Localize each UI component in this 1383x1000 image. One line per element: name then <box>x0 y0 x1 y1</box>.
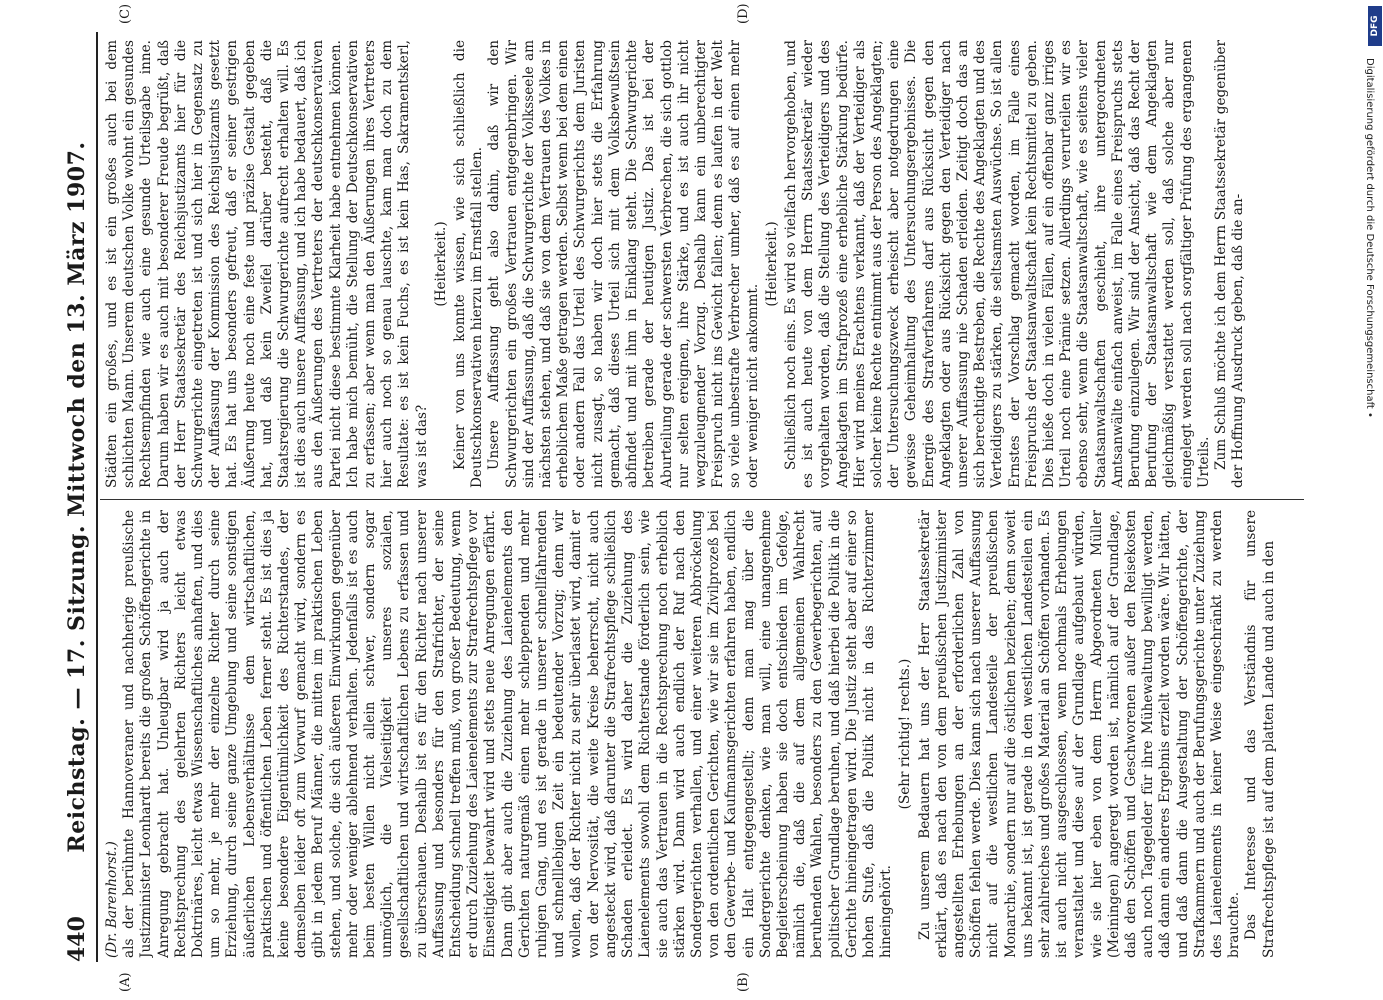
interjection: (Heiterkeit.) <box>763 221 780 307</box>
running-title: Reichstag. — 17. Sitzung. Mittwoch den 13. März 1907. <box>64 141 90 853</box>
digitization-sidebar <box>1364 6 1382 986</box>
margin-marker-c: (C) <box>118 3 133 24</box>
right-column <box>104 40 1304 488</box>
interjection: (Sehr richtig! rechts.) <box>897 658 914 810</box>
page-header <box>60 32 94 962</box>
header-rule <box>96 32 98 962</box>
paragraph: Zum Schluß möchte ich dem Herrn Staatssekretär gegenüber der Hoffnung Ausdruck geben, daß die an- <box>1213 40 1247 488</box>
paragraph: Städten ein großes, und es ist ein großes auch bei dem schlichten Mann. Unserem deutschen Volke wohnt ein gesundes Rechtsempfinden wie auch eine gesunde Urteilsgabe inne. Darum haben wir es auch mit besonderer Freude begrüßt, daß der Herr Staatssekretär des Reichsjustizamts hier für die Schwurgerichte eingetreten ist und sich hier in Gegensatz zu der Auffassung der Kommission des Reichsjustizamts gesetzt hat. Es hat uns besonders gefreut, daß er seiner gestrigen Äußerung heute noch eine feste und präzise Gestalt gegeben hat, und daß kein Zweifel darüber besteht, daß die Staatsregierung die Schwurgerichte aufrecht erhalten will. Es ist dies auch unsere Auffassung, und ich habe bedauert, daß ich aus den Äußerungen des Vertreters der deutschkonservativen Partei nicht diese bestimmte Klarheit habe entnehmen können. Ich habe mich bemüht, die Stellung der Deutschkonservativen zu erfassen; aber wenn man den Äußerungen ihres Vertreters hier auch noch so genau lauschte, kam man doch zu dem Resultate: es ist kein Fuchs, es ist kein Has, Sakramentskerl, was ist das? <box>104 40 430 488</box>
dfg-logo: DFG <box>1368 6 1382 46</box>
margin-marker-b: (B) <box>736 972 751 992</box>
funding-credit: Digitalisierung gefördert durch die Deutsche Forschungsgemeinschaft • <box>1364 58 1375 418</box>
paragraph: Keiner von uns konnte wissen, wie sich schließlich die Deutschkonservativen hierzu im Ernstfall stellen. <box>452 40 486 488</box>
paragraph: Das Interesse und das Verständnis für unsere Strafrechtspflege ist auf dem platten Lande und auch in den <box>1243 510 1277 958</box>
paragraph: Zu unserem Bedauern hat uns der Herr Staatssekretär erklärt, daß es nach den von dem preußischen Justizminister angestellten Erhebungen an der erforderlichen Zahl von Schöffen fehlen werde. Dies kann sich nach unserer Auffassung nicht auf die westlichen Landesteile der preußischen Monarchie, sondern nur auf die östlichen beziehen; denn soweit uns bekannt ist, ist gerade in den westlichen Landesteilen ein sehr zahlreiches und großes Material an Schöffen vorhanden. Es ist auch nicht ausgeschlossen, wenn nochmals Erhebungen veranstaltet und diese auf der Grundlage aufgebaut würden, wie sie hier eben von dem Herrn Abgeordneten Müller (Meiningen) angeregt worden ist, nämlich auf der Grundlage, daß den Schöffen und Geschworenen außer den Reisekosten auch noch Tagegelder für ihre Mühewaltung bewilligt werden, daß dann ein anderes Ergebnis erzielt worden wäre. Wir hätten, und daß dann die Ausgestaltung der Schöffengerichte, der Strafkammern und auch der Berufungsgerichte unter Zuziehung des Laienelements in keiner Weise eingeschränkt zu werden brauchte. <box>916 510 1243 958</box>
paragraph: Schließlich noch eins. Es wird so vielfach hervorgehoben, und es ist auch heute von dem Herrn Staatssekretär wieder vorgehalten worden, daß die Stellung des Verteidigers und des Angeklagten im Strafprozeß eine erhebliche Stärkung bedürfe. Hier wird meines Erachtens verkannt, daß der Verteidiger als solcher keine Rechte entnimmt aus der Person des Angeklagten; der Untersuchungszweck erheischt aber notgedrungen eine gewisse Geheimhaltung des Untersuchungsergebnisses. Die Energie des Strafverfahrens darf aus Rücksicht gegen den Angeklagten oder aus Rücksicht gegen den Verteidiger nach unserer Auffassung nie Schaden erleiden. Zeitigt doch das an sich berechtigte Bestreben, die Rechte des Angeklagten und des Verteidigers zu stärken, die seltsamsten Auswüchse. So ist allen Ernstes der Vorschlag gemacht worden, im Falle eines Freispruchs der Staatsanwaltschaft kein Rechtsmittel zu geben. Dies hieße doch in vielen Fällen, auf ein offenbar ganz irriges Urteil noch eine Prämie setzen. Allerdings verurteilen wir es ebenso sehr, wenn die Staatsanwaltschaft, wie es seitens vieler Staatsanwaltschaften geschieht, ihre untergeordneten Amtsanwälte einfach anweist, im Falle eines Freispruchs stets Berufung einzulegen. Wir sind der Ansicht, daß das Recht der Berufung der Staatsanwaltschaft wie dem Angeklagten gleichmäßig verstattet werden soll, daß solche aber nur eingelegt werden soll nach sorgfältiger Prüfung des ergangenen Urteils. <box>782 40 1212 488</box>
margin-marker-a: (A) <box>118 972 133 992</box>
page-number: 440 <box>64 916 90 962</box>
left-column <box>104 510 1304 958</box>
rotated-document-page <box>60 3 1320 992</box>
paragraph: als der berühmte Hannoveraner und nachherige preußische Justizminister Leonhardt bereits die großen Schöffengerichte in Anregung gebracht hat. Unleugbar wird ja auch der Rechtsprechung des gelehrten Richters leicht etwas Doktrinäres, leicht etwas Wissenschaftliches anhaften, und dies um so mehr, je mehr der einzelne Richter durch seine Erziehung, durch seine ganze Umgebung und seine sonstigen äußerlichen Lebensverhältnisse dem wirtschaftlichen, praktischen und öffentlichen Leben ferner steht. Es ist dies ja keine besondere Eigentümlichkeit des Richterstandes, der demselben leider oft zum Vorwurf gemacht wird, sondern es gibt in jedem Beruf Männer, die mitten im praktischen Leben stehen, und solche, die sich äußeren Einwirkungen gegenüber mehr oder weniger ablehnend verhalten. Jedenfalls ist es auch beim besten Willen nicht allein schwer, sondern sogar unmöglich, die Vielseitigkeit unseres sozialen, gesellschaftlichen und wirtschaftlichen Lebens zu erfassen und zu überschauen. Deshalb ist es für den Richter nach unserer Auffassung und besonders für den Strafrichter, der seine Entscheidung schnell treffen muß, von großer Bedeutung, wenn er durch Zuziehung des Laienelements zur Strafrechtspflege vor Einseitigkeit bewahrt wird und stets neue Anregungen erfährt. Dann gibt aber auch die Zuziehung des Laienelements den Gerichten naturgemäß einen mehr schleppenden und mehr ruhigen Gang, und es ist gerade in unserer schnellfahrenden und schnelllebigen Zeit ein bedeutender Vorzug; denn wir wollen, daß der Richter nicht zu sehr überlastet wird, damit er von der Nervosität, die weite Kreise beherrscht, nicht auch angesteckt wird, daß darunter die Strafrechtspflege schließlich Schaden erleidet. Es wird daher die Zuziehung des Laienelements sowohl dem Richterstande förderlich sein, wie sie auch das Vertrauen in die Rechtsprechung noch erheblich stärken wird. Dann wird auch endlich der Ruf nach den Sondergerichten verhallen, und einer weiteren Abbröckelung von den ordentlichen Gerichten, wie wir sie im Zivilprozeß bei den Gewerbe- und Kaufmannsgerichten erfahren haben, endlich ein Halt entgegengestellt; denn man mag über die Sondergerichte denken, wie man will, eine unangenehme Begleiterscheinung haben sie doch entschieden im Gefolge, nämlich die, daß die auf dem allgemeinen Wahlrecht beruhenden Wahlen, besonders zu den Gewerbegerichten, auf politischer Grundlage beruhen, und daß hierbei die Politik in die Gerichte hineingetragen wird. Die Justiz steht aber auf einer so hohen Stufe, daß die Politik nicht in das Richterzimmer hineingehört. <box>121 510 895 958</box>
margin-marker-d: (D) <box>736 3 751 24</box>
interjection: (Heiterkeit.) <box>432 221 449 307</box>
paragraph: Unsere Auffassung geht also dahin, daß wir den Schwurgerichten ein großes Vertrauen entgegenbringen. Wir sind der Auffassung, daß die Schwurgerichte der Volksseele am nächsten stehen, und daß sie von dem Vertrauen des Volkes in erheblichem Maße getragen werden. Selbst wenn bei dem einen oder andern Fall das Urteil des Schwurgerichts dem Juristen nicht zusagt, so haben wir doch hier stets die Erfahrung gemacht, daß dieses Urteil sich mit dem Volksbewußtsein abfindet und mit ihm in Einklang steht. Die Schwurgerichte betreiben gerade der heutigen Justiz. Das ist bei der Aburteilung gerade der schwersten Verbrechen, die sich gottlob nur selten ereignen, ihre Stärke, und es ist auch ihr nicht wegzuleugnender Vorzug. Deshalb kann ein unberechtigter Freispruch nicht ins Gewicht fallen; denn es laufen in der Welt so viele unbestrafte Verbrecher umher, daß es auf einen mehr oder weniger nicht ankommt. <box>486 40 761 488</box>
speaker-label: (Dr. Barenhorst.) <box>104 841 120 958</box>
column-divider <box>100 499 1304 500</box>
